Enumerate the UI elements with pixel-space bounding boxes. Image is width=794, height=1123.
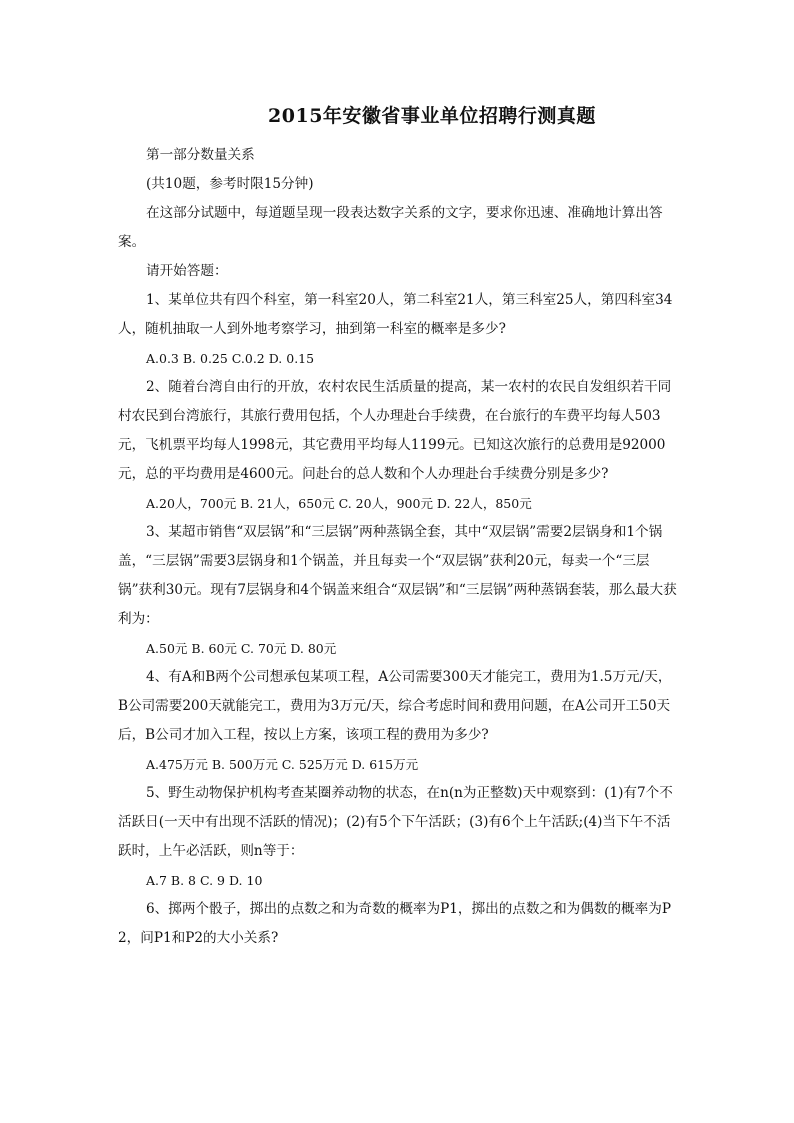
question-5: 5、野生动物保护机构考查某圈养动物的状态，在n(n为正整数)天中观察到：(1)有7个不活跃日(一天中有出现不活跃的情况)；(2)有5个下午活跃；(3)有6个上午活跃;(4)当下午不活跃时，上午必活跃，则n等于： xyxy=(118,785,673,859)
question-4-options: A.475万元 B. 500万元 C. 525万元 D. 615万元 xyxy=(146,757,419,772)
page-title: 2015年安徽省事业单位招聘行测真题 xyxy=(268,105,596,127)
question-3-options: A.50元 B. 60元 C. 70元 D. 80元 xyxy=(146,641,337,656)
section-heading: 第一部分数量关系 xyxy=(146,147,255,163)
question-3: 3、某超市销售“双层锅”和“三层锅”两种蒸锅全套，其中“双层锅”需要2层锅身和1个锅盖，“三层锅”需要3层锅身和1个锅盖，并且每卖一个“双层锅”获利20元，每卖一个“三层锅”获利30元。现有7层锅身和4个锅盖来组合“双层锅”和“三层锅”两种蒸锅套装，那么最大获利为： xyxy=(118,524,677,627)
question-2-options: A.20人，700元 B. 21人，650元 C. 20人，900元 D. 22人，850元 xyxy=(146,496,532,511)
question-6: 6、掷两个骰子，掷出的点数之和为奇数的概率为P1，掷出的点数之和为偶数的概率为P2，问P1和P2的大小关系? xyxy=(118,901,671,946)
question-1: 1、某单位共有四个科室，第一科室20人，第二科室21人，第三科室25人，第四科室34人，随机抽取一人到外地考察学习，抽到第一科室的概率是多少? xyxy=(118,292,673,337)
intro-paragraph: 在这部分试题中，每道题呈现一段表达数字关系的文字，要求你迅速、准确地计算出答案。 xyxy=(118,205,663,250)
question-1-options: A.0.3 B. 0.25 C.0.2 D. 0.15 xyxy=(146,351,315,366)
question-5-options: A.7 B. 8 C. 9 D. 10 xyxy=(146,873,263,888)
section-note: (共10题，参考时限15分钟) xyxy=(146,176,314,192)
start-prompt: 请开始答题： xyxy=(146,263,228,279)
question-4: 4、有A和B两个公司想承包某项工程，A公司需要300天才能完工，费用为1.5万元/天，B公司需要200天就能完工，费用为3万元/天，综合考虑时间和费用问题，在A公司开工50天后，B公司才加入工程，按以上方案，该项工程的费用为多少? xyxy=(118,669,672,743)
question-2: 2、随着台湾自由行的开放，农村农民生活质量的提高，某一农村的农民自发组织若干同村农民到台湾旅行，其旅行费用包括，个人办理赴台手续费，在台旅行的车费平均每人503元，飞机票平均每人1998元，其它费用平均每人1199元。已知这次旅行的总费用是92000元，总的平均费用是4600元。问赴台的总人数和个人办理赴台手续费分别是多少? xyxy=(118,379,672,482)
document-body xyxy=(118,141,678,953)
